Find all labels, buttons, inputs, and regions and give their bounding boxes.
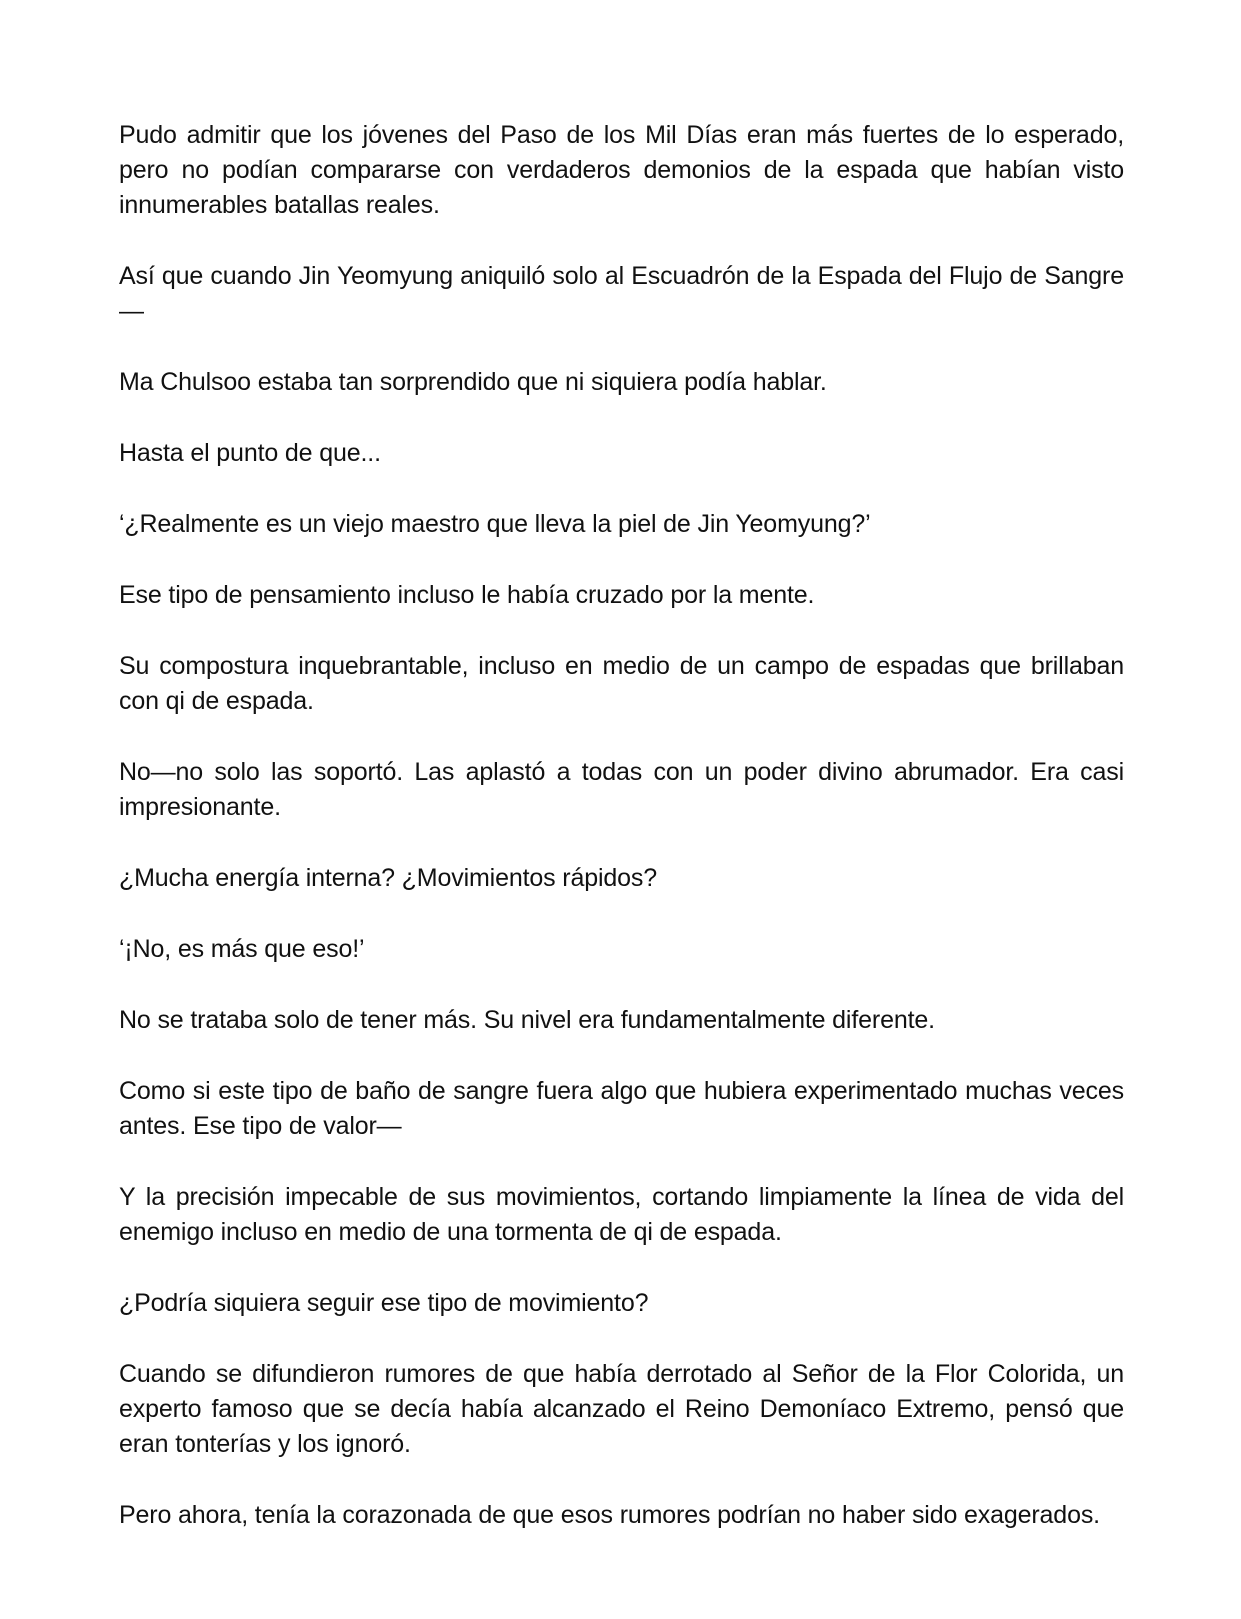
paragraph: Su compostura inquebrantable, incluso en medio de un campo de espadas que brillaban con qi de espada. <box>119 652 1124 715</box>
paragraph: No—no solo las soportó. Las aplastó a todas con un poder divino abrumador. Era casi impresionante. <box>119 758 1124 821</box>
paragraph: Cuando se difundieron rumores de que había derrotado al Señor de la Flor Colorida, un experto famoso que se decía había alcanzado el Reino Demoníaco Extremo, pensó que eran tonterías y los ignoró. <box>119 1360 1124 1458</box>
paragraph: Ese tipo de pensamiento incluso le había cruzado por la mente. <box>119 581 815 609</box>
paragraph: Como si este tipo de baño de sangre fuera algo que hubiera experimentado muchas veces antes. Ese tipo de valor— <box>119 1077 1124 1140</box>
paragraph: Hasta el punto de que... <box>119 439 381 467</box>
paragraph: ¿Podría siquiera seguir ese tipo de movimiento? <box>119 1289 649 1317</box>
paragraph: Ma Chulsoo estaba tan sorprendido que ni siquiera podía hablar. <box>119 368 827 396</box>
paragraph: Así que cuando Jin Yeomyung aniquiló solo al Escuadrón de la Espada del Flujo de Sangre— <box>119 262 1124 325</box>
paragraph: ‘¿Realmente es un viejo maestro que lleva la piel de Jin Yeomyung?’ <box>119 510 871 538</box>
paragraph: No se trataba solo de tener más. Su nivel era fundamentalmente diferente. <box>119 1006 935 1034</box>
paragraph: ¿Mucha energía interna? ¿Movimientos rápidos? <box>119 864 657 892</box>
paragraph: Pero ahora, tenía la corazonada de que esos rumores podrían no haber sido exagerados. <box>119 1501 1100 1529</box>
paragraph: Pudo admitir que los jóvenes del Paso de los Mil Días eran más fuertes de lo esperado, pero no podían compararse con verdaderos demonios de la espada que habían visto innumerables batallas reales. <box>119 121 1124 219</box>
paragraph: Y la precisión impecable de sus movimientos, cortando limpiamente la línea de vida del enemigo incluso en medio de una tormenta de qi de espada. <box>119 1183 1124 1246</box>
paragraph: ‘¡No, es más que eso!’ <box>119 935 365 963</box>
document-body <box>119 118 1124 1533</box>
